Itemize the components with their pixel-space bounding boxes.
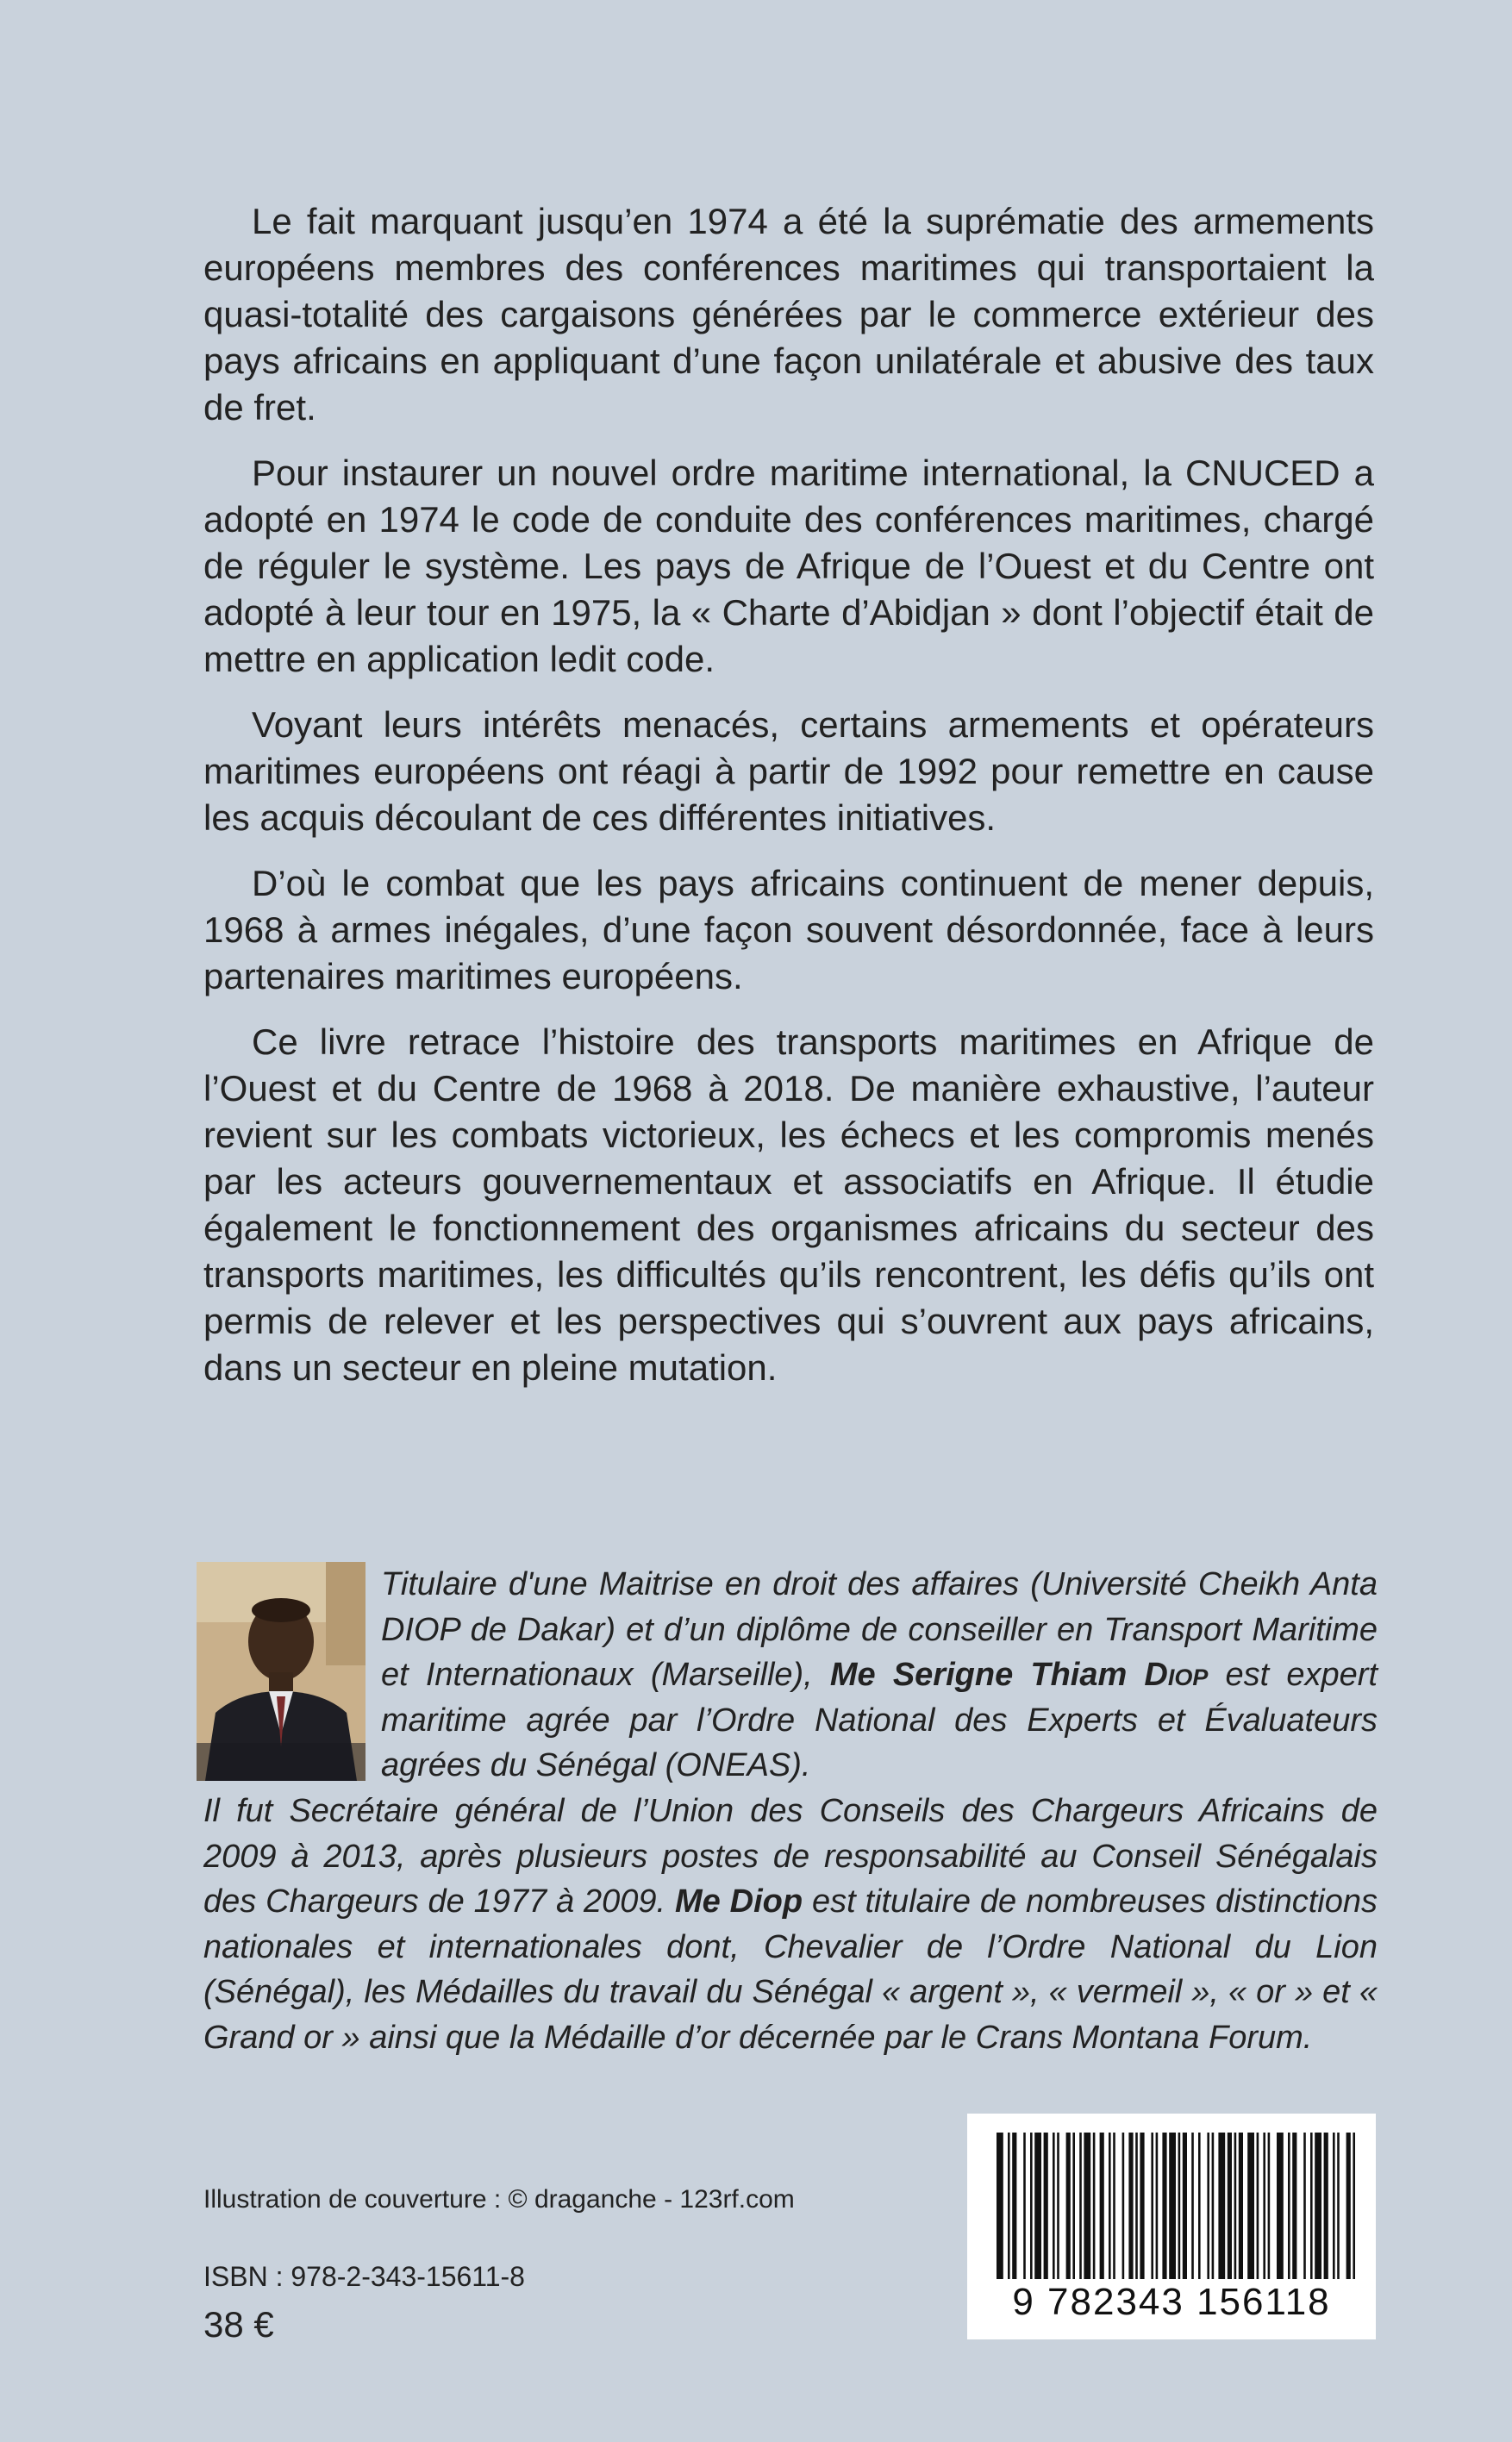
barcode-bar (1207, 2133, 1209, 2279)
barcode-bar (1212, 2133, 1215, 2279)
barcode-bar (1135, 2133, 1138, 2279)
barcode-bar (1247, 2133, 1254, 2279)
barcode-bar (1079, 2133, 1082, 2279)
barcode-bar (1066, 2133, 1071, 2279)
barcode-bar (1023, 2133, 1026, 2279)
barcode-bar (1263, 2133, 1265, 2279)
barcode-bar (1228, 2133, 1232, 2279)
barcode-bar (1140, 2133, 1144, 2279)
barcode-bar (1034, 2133, 1041, 2279)
price: 38 € (203, 2304, 274, 2345)
summary-paragraph-4: D’où le combat que les pays africains continuent de mener depuis, 1968 à armes inégales, d’une façon souvent désordonnée, face à leurs partenaires maritimes européens. (203, 863, 1374, 996)
barcode-bar (1183, 2133, 1187, 2279)
barcode-bar (1277, 2133, 1284, 2279)
barcode-bar (1109, 2133, 1111, 2279)
barcode-bar (1234, 2133, 1237, 2279)
barcode (967, 2114, 1376, 2339)
barcode-bar (997, 2133, 1003, 2279)
barcode-bar (1315, 2133, 1321, 2279)
barcode-bar (1198, 2133, 1201, 2279)
isbn: ISBN : 978-2-343-15611-8 (203, 2261, 525, 2292)
barcode-bar (1310, 2133, 1313, 2279)
book-summary (203, 198, 1374, 1410)
bio-text-2: est expert maritime agrée par l’Ordre National des Experts et Évaluateurs agrées du Sénégal (ONEAS). (381, 1657, 1378, 1784)
cover-illustration-credit: Illustration de couverture : © draganche - 123rf.com (203, 2185, 795, 2214)
barcode-bar (1337, 2133, 1340, 2279)
barcode-bar (1151, 2133, 1153, 2279)
barcode-bar (1030, 2133, 1033, 2279)
barcode-bar (1008, 2133, 1010, 2279)
barcode-bar (1072, 2133, 1075, 2279)
summary-paragraph-1: Le fait marquant jusqu’en 1974 a été la suprématie des armements européens membres des conférences maritimes qui transportaient la quasi-totalité des cargaisons générées par le commerce extérieur des pays africains en appliquant d’une façon unilatérale et abusive des taux de fret. (203, 201, 1374, 428)
barcode-bar (1218, 2133, 1225, 2279)
bio-text-3: Il fut Secrétaire général de l’Union des Conseils des Chargeurs Africains de 2009 à 2013, après plusieurs postes de responsabilité au Conseil Sénégalais des Chargeurs de 1977 à 2009. (203, 1792, 1378, 1920)
barcode-bar (1346, 2133, 1351, 2279)
author-biography (203, 1562, 1378, 2061)
barcode-bar (1156, 2133, 1159, 2279)
barcode-bar (1057, 2133, 1059, 2279)
barcode-bar (1239, 2133, 1243, 2279)
barcode-bar (1162, 2133, 1166, 2279)
barcode-bar (1044, 2133, 1048, 2279)
barcode-bar (1178, 2133, 1181, 2279)
barcode-bar (1353, 2133, 1355, 2279)
summary-paragraph-2: Pour instaurer un nouvel ordre maritime international, la CNUCED a adopté en 1974 le code de conduite des conférences maritimes, chargé de réguler le système. Les pays de Afrique de l’Ouest et du Centre ont adopté à leur tour en 1975, la « Charte d’Abidjan » dont l’objectif était de mettre en application ledit code. (203, 453, 1374, 679)
barcode-bar (1303, 2133, 1306, 2279)
barcode-bar (1292, 2133, 1296, 2279)
barcode-bar (1324, 2133, 1328, 2279)
bio-text-1: Titulaire d'une Maitrise en droit des affaires (Université Cheikh Anta DIOP de Dakar) et d’un diplôme de conseiller en Transport Maritime et Internationaux (Marseille), (381, 1566, 1378, 1694)
author-short-name: Me Diop (674, 1883, 803, 1920)
barcode-bar (1191, 2133, 1194, 2279)
barcode-bar (1128, 2133, 1133, 2279)
biography-paragraph-2 (203, 1789, 1378, 2061)
barcode-bar (1084, 2133, 1090, 2279)
summary-paragraph-3: Voyant leurs intérêts menacés, certains armements et opérateurs maritimes européens ont réagi à partir de 1992 pour remettre en cause les acquis découlant de ces différentes initiatives. (203, 704, 1374, 838)
barcode-bar (1012, 2133, 1016, 2279)
barcode-bar (1268, 2133, 1271, 2279)
barcode-bar (1113, 2133, 1115, 2279)
author-name: Me Serigne Thiam Diop (829, 1657, 1209, 1694)
barcode-bar (1122, 2133, 1125, 2279)
barcode-bar (1288, 2133, 1290, 2279)
summary-paragraph-5: Ce livre retrace l’histoire des transports maritimes en Afrique de l’Ouest et du Centre de 1968 à 2018. De manière exhaustive, l’auteur revient sur les combats victorieux, les échecs et les compromis menés par les acteurs gouvernementaux et associatifs en Afrique. Il étudie également le fonctionnement des organismes africains du secteur des transports maritimes, les difficultés qu’ils rencontrent, les défis qu’ils ont permis de relever et les perspectives qui s’ouvrent aux pays africains, dans un secteur en pleine mutation. (203, 1021, 1374, 1388)
barcode-bar (1333, 2133, 1335, 2279)
barcode-number: 9 782343 156118 (1012, 2281, 1331, 2323)
barcode-bar (1053, 2133, 1055, 2279)
bio-text-4: est titulaire de nombreuses distinctions nationales et internationales dont, Chevalier de l’Ordre National du Lion (Sénégal), les Médailles du travail du Sénégal « argent », « vermeil », « or » et « Grand or » ainsi que la Médaille d’or décernée par le Crans Montana Forum. (203, 1883, 1378, 2056)
author-photo (197, 1562, 366, 1781)
barcode-bar (1093, 2133, 1096, 2279)
barcode-bar (1257, 2133, 1259, 2279)
barcode-bar (1169, 2133, 1176, 2279)
barcode-bar (1100, 2133, 1104, 2279)
